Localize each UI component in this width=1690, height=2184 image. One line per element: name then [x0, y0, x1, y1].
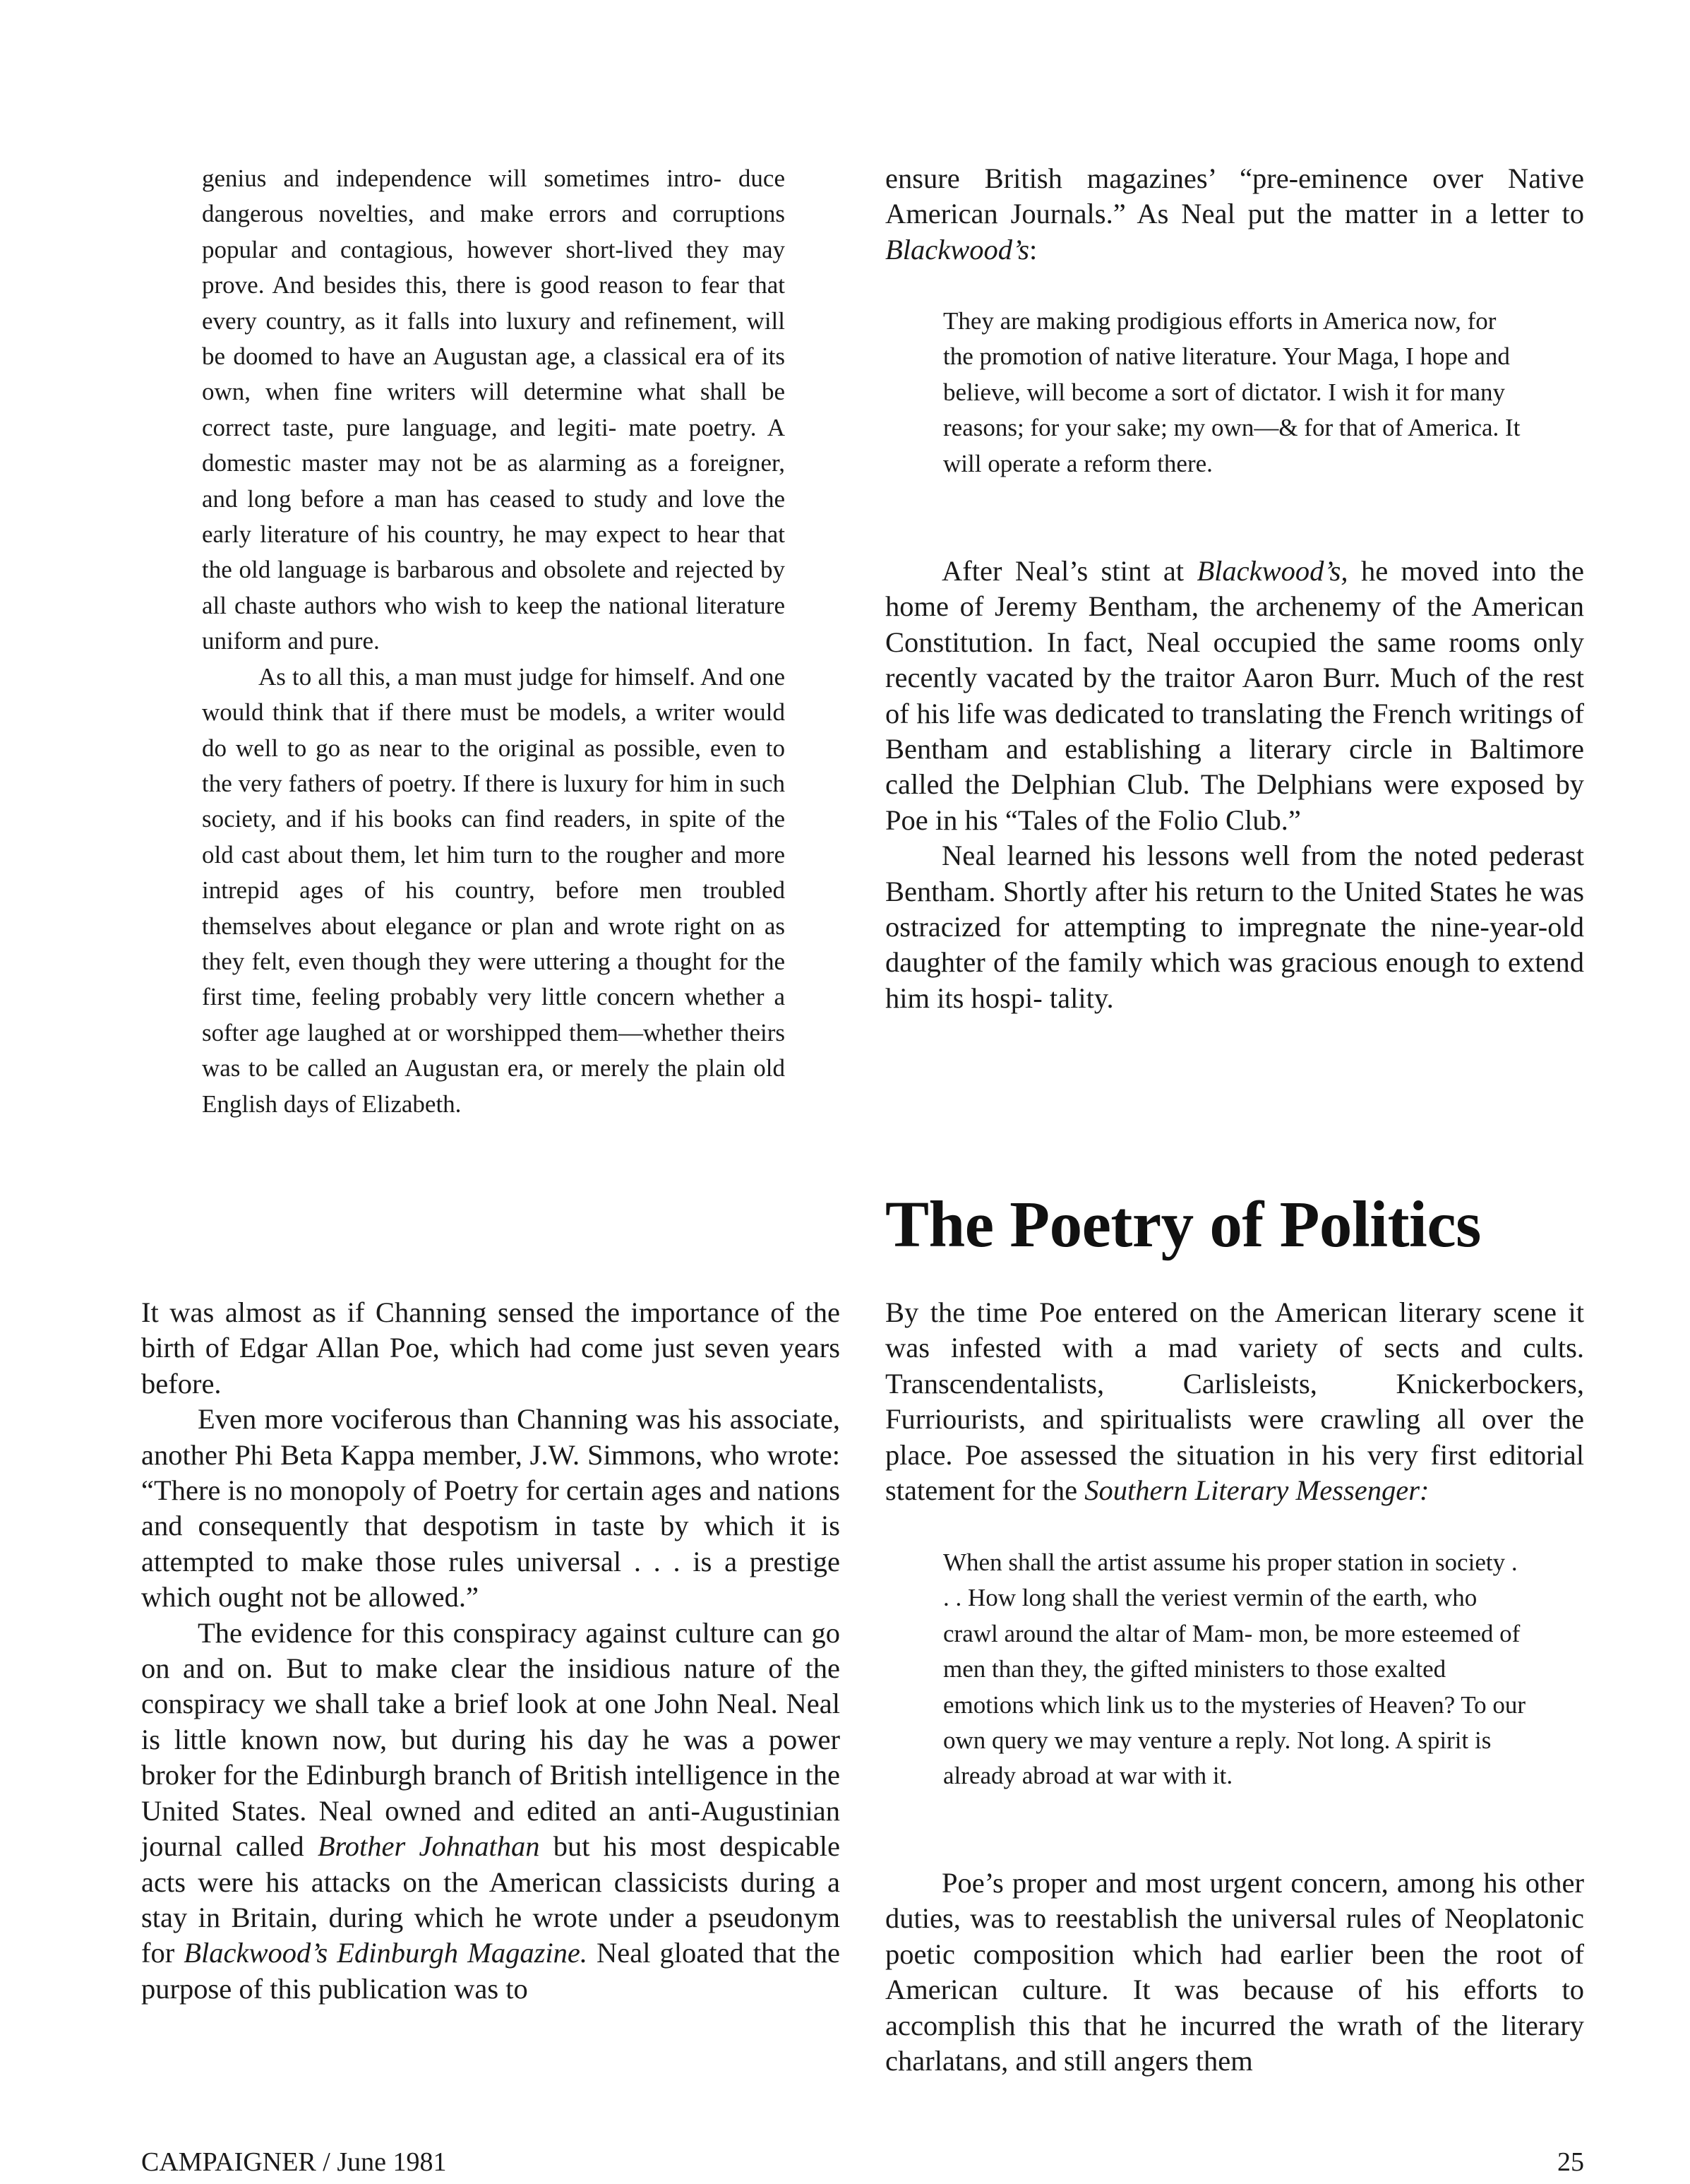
footer-publication: CAMPAIGNER / June 1981 [141, 2147, 447, 2177]
body-paragraph [885, 1295, 1584, 1508]
quote-paragraph: genius and independence will sometimes intro- duce dangerous novelties, and make errors and corruptions popular and contagious, however short-lived they may prove. And besides this, there is good reason to fear that every country, as it falls into luxury and refinement, will be doomed to have an Augustan age, a classical era of its own, when fine writers will determine what shall be correct taste, pure language, and legiti- mate poetry. A domestic master may not be as alarming as a foreigner, and long before a man has ceased to study and love the early literature of his country, he may expect to hear that the old language is barbarous and obsolete and rejected by all chaste authors who wish to keep the national literature uniform and pure. [202, 165, 785, 655]
right-body-section [885, 1295, 1584, 1508]
text-run: he moved into the home of Jeremy Bentham, the archenemy of the American Constitution. In fact, Neal occupied the same rooms only recently vacated by the traitor Aaron Burr. Much of the rest of his life was dedicated to translating the French writings of Bentham and establishing a literary circle in Baltimore called the Delphian Club. The Delphians were exposed by Poe in his “Tales of the Folio Club.” [885, 555, 1585, 836]
body-paragraph [885, 161, 1584, 268]
text-run: but his most despicable acts were his attacks on the American classicists during a stay in Britain, during which he wrote under a pseudonym for [141, 1830, 840, 1969]
right-body-bottom [885, 1866, 1584, 2079]
block-quote-channing [202, 161, 785, 1122]
right-body-middle [885, 554, 1584, 1016]
body-paragraph: Even more vociferous than Channing was his associate, another Phi Beta Kappa member, J.W. Simmons, who wrote: “There is no monopoly of Poetry for certain ages and nations and consequently that despotism in taste by which it is attempted to make those rules universal . . . is a prestige which ought not be allowed.” [141, 1403, 840, 1613]
magazine-title: Southern Literary Messenger: [1084, 1474, 1430, 1507]
magazine-title: Blackwood’s, [1197, 555, 1348, 587]
left-body-text [141, 1295, 840, 2007]
section-heading: The Poetry of Politics [885, 1188, 1481, 1261]
page-number: 25 [1557, 2147, 1584, 2177]
block-quote-poe [943, 1545, 1528, 1794]
quote-paragraph: As to all this, a man must judge for himself. And one would think that if there must be models, a writer would do well to go as near to the original as possible, even to the very fathers of poetry. If there is luxury for him in such society, and if his books can find readers, in spite of the old cast about them, let him turn to the rougher and more intrepid ages of his country, before men troubled themselves about elegance or plan and wrote right on as they felt, even though they were uttering a thought for the first time, feeling probably very little concern whether a softer age laughed at or worshipped them—whether theirs was to be called an Augustan era, or merely the plain old English days of Elizabeth. [202, 662, 785, 1118]
quote-paragraph: When shall the artist assume his proper station in society . . . How long shall the veriest vermin of the earth, who crawl around the altar of Mam- mon, be more esteemed of men than they, the gifted ministers to those exalted emotions which link us to the mysteries of Heaven? To our own query we may venture a reply. Not long. A spirit is already abroad at war with it. [943, 1549, 1526, 1790]
block-quote-neal [943, 304, 1528, 482]
text-run: After Neal’s stint at [942, 555, 1185, 587]
body-paragraph: It was almost as if Channing sensed the importance of the birth of Edgar Allan Poe, which had come just seven years before. [141, 1296, 840, 1400]
body-paragraph [885, 554, 1584, 838]
magazine-title: Blackwood’s [885, 233, 1029, 265]
right-body-top [885, 161, 1584, 268]
text-run: Neal gloated that the purpose of this publication was to [141, 1937, 840, 2005]
magazine-title: Blackwood’s Edinburgh Magazine. [184, 1937, 587, 1969]
body-paragraph: Neal learned his lessons well from the noted pederast Bentham. Shortly after his return to the United States he was ostracized for attempting to impregnate the nine-year-old daughter of the family which was gracious enough to extend him its hospi- tality. [885, 840, 1584, 1014]
journal-title: Brother Johnathan [317, 1830, 540, 1863]
text-run: The evidence for this conspiracy against culture can go on and on. But to make clear the insidious nature of the conspiracy we shall take a brief look at one John Neal. Neal is little known now, but during his day he was a power broker for the Edinburgh branch of British intelligence in the United States. Neal owned and edited an anti-Augustinian journal called [141, 1616, 840, 1863]
quote-paragraph: They are making prodigious efforts in America now, for the promotion of native literature. Your Maga, I hope and believe, will become a sort of dictator. I wish it for many reasons; for your sake; my own—& for that of America. It will operate a reform there. [943, 307, 1521, 477]
text-run: ensure British magazines’ “pre-eminence over Native American Journals.” As Neal put the matter in a letter to [885, 162, 1584, 230]
body-paragraph: Poe’s proper and most urgent concern, among his other duties, was to reestablish the universal rules of Neoplatonic poetic composition which had earlier been the root of American culture. It was because of his efforts to accomplish this that he incurred the wrath of the literary charlatans, and still angers them [885, 1867, 1584, 2077]
text-run: By the time Poe entered on the American literary scene it was infested with a mad variety of sects and cults. Transcendentalists, Carlisleists, Knickerbockers, Furriourists, and spiritualists were crawling all over the place. Poe assessed the situation in his very first editorial statement for the [885, 1296, 1584, 1507]
text-run: : [1029, 233, 1038, 265]
body-paragraph [141, 1616, 840, 2007]
